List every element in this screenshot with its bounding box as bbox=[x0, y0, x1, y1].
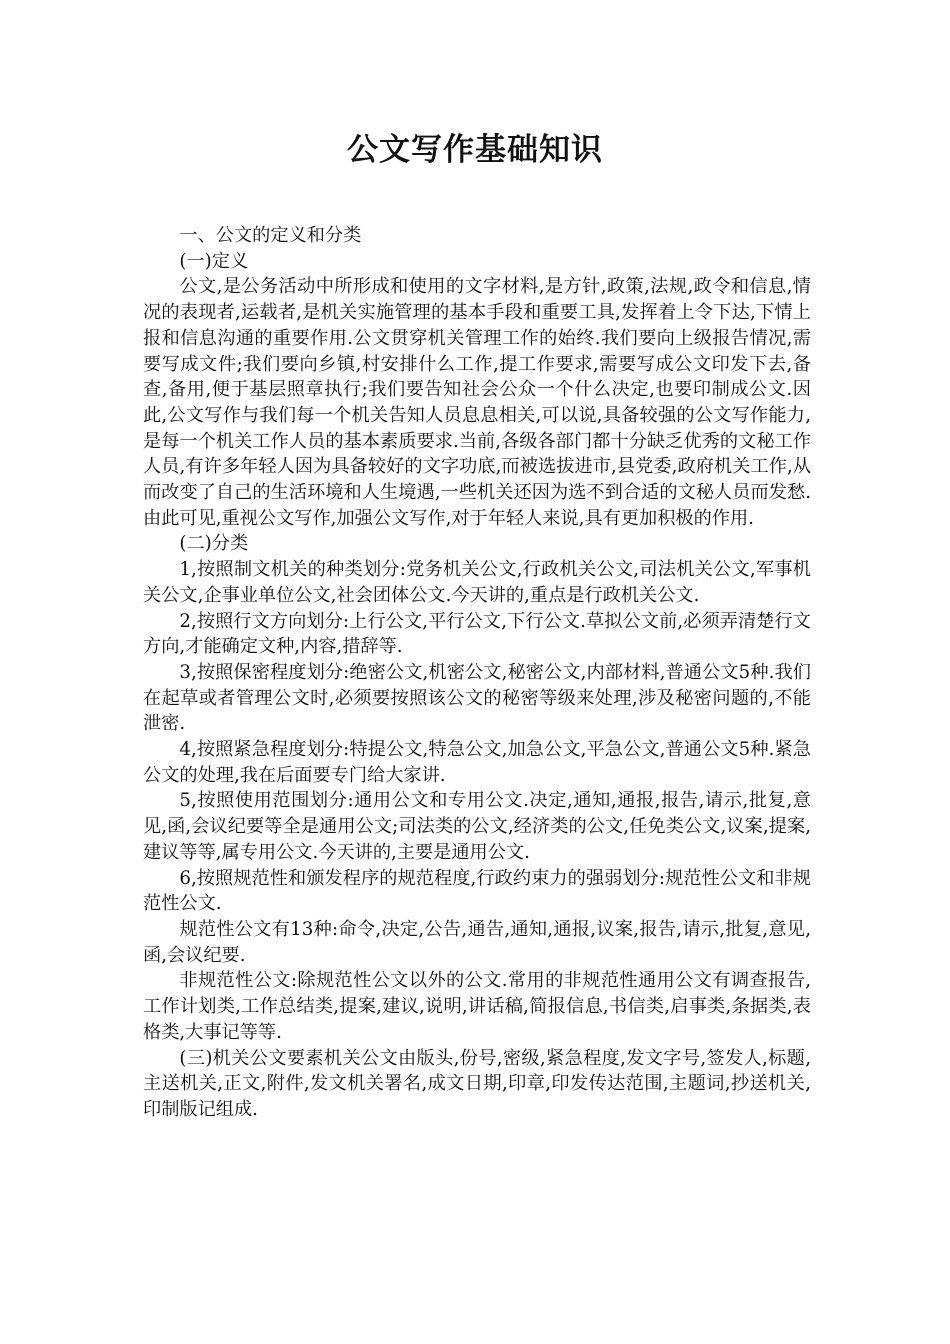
paragraph: 5,按照使用范围划分:通用公文和专用公文.决定,通知,通报,报告,请示,批复,意见,函,会议纪要等全是通用公文;司法类的公文,经济类的公文,任免类公文,议案,提案,建议等等,属专用公文.今天讲的,主要是通用公文. bbox=[143, 790, 811, 863]
paragraph: 非规范性公文:除规范性公文以外的公文.常用的非规范性通用公文有调查报告,工作计划类,工作总结类,提案,建议,说明,讲话稿,简报信息,书信类,启事类,条据类,表格类,大事记等等. bbox=[143, 970, 811, 1043]
paragraph: 2,按照行文方向划分:上行公文,平行公文,下行公文.草拟公文前,必须弄清楚行文方向,才能确定文种,内容,措辞等. bbox=[143, 610, 811, 658]
section-heading: 一、公文的定义和分类 bbox=[179, 225, 362, 246]
subsection-heading: (一)定义 bbox=[179, 250, 249, 272]
document-title: 公文写作基础知识 bbox=[347, 132, 603, 168]
paragraph: 6,按照规范性和颁发程序的规范程度,行政约束力的强弱划分:规范性公文和非规范性公文. bbox=[143, 867, 811, 915]
paragraph: 4,按照紧急程度划分:特提公文,特急公文,加急公文,平急公文,普通公文5种.紧急公文的处理,我在后面要专门给大家讲. bbox=[143, 739, 811, 786]
paragraph: (三)机关公文要素机关公文由版头,份号,密级,紧急程度,发文字号,签发人,标题,主送机关,正文,附件,发文机关署名,成文日期,印章,印发传达范围,主题词,抄送机关,印制版记组成. bbox=[143, 1047, 811, 1120]
paragraph: 公文,是公务活动中所形成和使用的文字材料,是方针,政策,法规,政令和信息,情况的表现者,运载者,是机关实施管理的基本手段和重要工具,发挥着上令下达,下情上报和信息沟通的重要作用.公文贯穿机关管理工作的始终.我们要向上级报告情况,需要写成文件;我们要向乡镇,村安排什么工作,提工作要求,需要写成公文印发下去,备查,备用,便于基层照章执行;我们要告知社会公众一个什么决定,也要印制成公文.因此,公文写作与我们每一个机关告知人员息息相关,可以说,具备较强的公文写作能力,是每一个机关工作人员的基本素质要求.当前,各级各部门都十分缺乏优秀的文秘工作人员,有许多年轻人因为具备较好的文字功底,而被选拔进市,县党委,政府机关工作,从而改变了自己的生活环境和人生境遇,一些机关还因为选不到合适的文秘人员而发愁.由此可见,重视公文写作,加强公文写作,对于年轻人来说,具有更加积极的作用. bbox=[143, 276, 811, 529]
paragraph: 规范性公文有13种:命令,决定,公告,通告,通知,通报,议案,报告,请示,批复,意见,函,会议纪要. bbox=[143, 918, 811, 966]
subsection-heading: (二)分类 bbox=[179, 533, 249, 555]
paragraph: 3,按照保密程度划分:绝密公文,机密公文,秘密公文,内部材料,普通公文5种.我们在起草或者管理公文时,必须要按照该公文的秘密等级来处理,涉及秘密问题的,不能泄密. bbox=[143, 661, 811, 735]
document-body bbox=[143, 223, 811, 1123]
paragraph: 1,按照制文机关的种类划分:党务机关公文,行政机关公文,司法机关公文,军事机关公文,企事业单位公文,社会团体公文.今天讲的,重点是行政机关公文. bbox=[143, 559, 811, 606]
